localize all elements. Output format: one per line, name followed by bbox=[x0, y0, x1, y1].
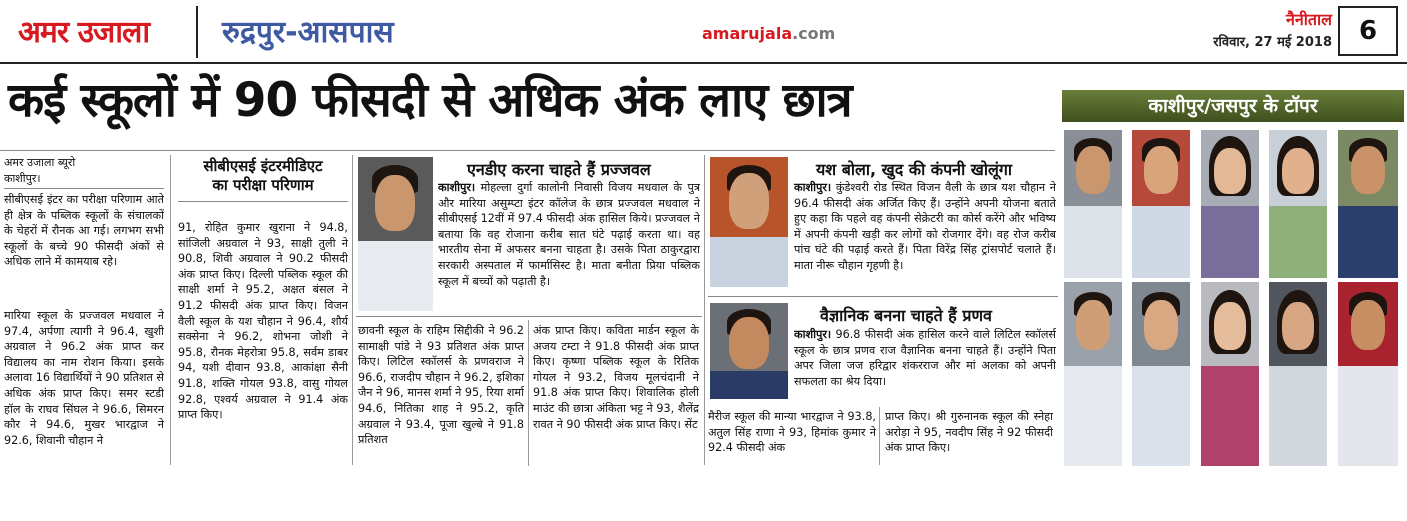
dateline: काशीपुर। bbox=[4, 172, 41, 185]
newspaper-logo: अमर उजाला bbox=[18, 15, 150, 50]
edition-date: रविवार, 27 मई 2018 bbox=[1213, 35, 1332, 50]
pranav-story-text: 96.8 फीसदी अंक हासिल करने वाले लिटिल स्कॉलर्स स्कूल के छात्र प्रणव राज वैज्ञानिक बनना चाहते हैं। उन्होंने पिता अपर जिला जज हरिद्वार शंकरराज और मां अलका को अपनी सफलता का श्रेय दिया। bbox=[794, 328, 1056, 388]
topper-photo bbox=[1201, 282, 1259, 466]
topper-photo bbox=[1132, 130, 1190, 278]
column-rule bbox=[528, 320, 529, 466]
pranav-story-title: वैज्ञानिक बनना चाहते हैं प्रणव bbox=[820, 306, 992, 325]
prajjwal-story-rule bbox=[356, 316, 702, 317]
byline: अमर उजाला ब्यूरो bbox=[4, 156, 76, 169]
yash-story-title: यश बोला, खुद की कंपनी खोलूंगा bbox=[816, 160, 1013, 179]
pranav-photo bbox=[710, 303, 788, 399]
website-name: amarujala bbox=[702, 24, 793, 43]
column-rule bbox=[352, 155, 353, 465]
toppers-title: काशीपुर/जसपुर के टॉपर bbox=[1062, 90, 1404, 122]
section-title: रुद्रपुर-आसपास bbox=[222, 15, 394, 50]
prajjwal-story-title: एनडीए करना चाहते हैं प्रज्जवल bbox=[467, 160, 651, 179]
cbse-box-title-line1: सीबीएसई इंटरमीडिएट bbox=[203, 157, 323, 175]
yash-photo bbox=[710, 157, 788, 287]
headline-rule bbox=[0, 150, 1055, 151]
yash-story-lead: काशीपुर। bbox=[794, 181, 832, 194]
cbse-box-title-line2: का परीक्षा परिणाम bbox=[212, 176, 314, 194]
topper-photo bbox=[1338, 130, 1398, 278]
website-label bbox=[702, 24, 835, 43]
main-story-intro: सीबीएसई इंटर का परीक्षा परिणाम आते ही क्षेत्र के पब्लिक स्कूलों के संचालकों के चेहरों में रौनक आ गई। लगभग सभी स्कूलों के बच्चे 90 फीसदी अंकों से अधिक लाने में कामयाब रहे। bbox=[4, 193, 164, 269]
masthead-divider bbox=[196, 6, 198, 58]
topper-photo bbox=[1338, 282, 1398, 466]
byline-rule bbox=[4, 188, 164, 189]
cbse-box-rule bbox=[178, 201, 348, 202]
masthead bbox=[0, 0, 1407, 64]
column-rule bbox=[879, 407, 880, 465]
topper-photo bbox=[1064, 282, 1122, 466]
prajjwal-story-text: मोहल्ला दुर्गा कालोनी निवासी विजय मधवाल के पुत्र और मारिया असुम्प्टा इंटर कॉलेज के छात्र प्रज्जवल मधवाल ने सीबीएसई 12वीं में 97.4 फीसदी अंक हासिल किये। प्रज्जवल ने बताया कि वह रोजाना करीब सात घंटे पढ़ाई करता था। वह भारतीय सेना में अफसर बनना चाहता है। उसके पिता ठाकुरद्वारा सरकारी अस्पताल में फार्मासिस्ट है। माता बनीता प्रिया पब्लिक स्कूल में बच्चों को पढ़ाती है। bbox=[438, 181, 700, 288]
prajjwal-story-body bbox=[438, 180, 700, 310]
website-suffix: .com bbox=[792, 24, 836, 43]
topper-photo bbox=[1269, 130, 1327, 278]
prajjwal-photo bbox=[358, 157, 433, 311]
topper-photo bbox=[1132, 282, 1190, 466]
pranav-story-body bbox=[794, 327, 1056, 397]
results-column-5: मैरीज स्कूल की मान्या भारद्वाज ने 93.8, अतुल सिंह राणा ने 93, हिमांक कुमार ने 92.4 फीसदी अंक bbox=[708, 410, 876, 455]
prajjwal-story-lead: काशीपुर। bbox=[438, 181, 476, 194]
toppers-photo-grid bbox=[1062, 128, 1404, 468]
edition-city: नैनीताल bbox=[1285, 10, 1332, 29]
page-number: 6 bbox=[1338, 6, 1398, 56]
results-column-4: अंक प्राप्त किए। कविता मार्डन स्कूल के अजय टम्टा ने 91.8 फीसदी अंक प्राप्त किए। कृष्णा पब्लिक स्कूल के रितिक गोयल ने 93.2, विजय मूलचंदानी ने 91.8 अंक प्राप्त किए। शिवालिक होली माउंट की छात्रा अंकिता भट्ट ने 93, शैलेंद्र रावत ने 90 फीसदी अंक प्राप्त किए। सेंट bbox=[533, 324, 699, 431]
topper-photo bbox=[1201, 130, 1259, 278]
topper-photo bbox=[1269, 282, 1327, 466]
main-headline: कई स्कूलों में 90 फीसदी से अधिक अंक लाए छात्र bbox=[8, 73, 852, 128]
pranav-story-lead: काशीपुर। bbox=[794, 328, 832, 341]
column-rule bbox=[170, 155, 171, 465]
column-rule bbox=[704, 155, 705, 465]
main-story-body: मारिया स्कूल के प्रज्जवल मधवाल ने 97.4, अर्पणा त्यागी ने 96.4, खुशी अग्रवाल ने 96.2 अंक प्राप्त कर विद्यालय का नाम रोशन किया। इसके अलावा 16 विद्यार्थियों ने 90 प्रतिशत से अधिक अंक प्राप्त किए। समर स्टडी हॉल के राघव सिंघल ने 96.6, सिमरन कौर ने 94.6, मुखर भारद्वाज ने 92.6, शिवानी चौहान ने bbox=[4, 309, 164, 447]
topper-photo bbox=[1064, 130, 1122, 278]
cbse-box-body: 91, रोहित कुमार खुराना ने 94.8, सांजिली अग्रवाल ने 93, साक्षी तुली ने 90.8, शिवी अग्रवाल ने 90.2 फीसदी अंक प्राप्त किए। दिल्ली पब्लिक स्कूल की साक्षी शर्मा ने 95.2, अक्षत बंसल ने 91.2 फीसदी अंक प्राप्त किए। विजन वैली स्कूल के यश चौहान ने 96.4, शौर्य सक्सेना ने 96.2, शोभना जोशी ने 95.8, रौनक मेहरोत्रा 95.8, सर्वम डाबर 94, यशी दीवान 93.8, आकांक्षा सैनी 91.8, शक्ति गोयल 93.8, वासु गोयल 92.8, एश्वर्य अग्रवाल ने 91.4 अंक प्राप्त किए। bbox=[178, 221, 348, 422]
results-column-6: प्राप्त किए। श्री गुरुनानक स्कूल की स्नेहा अरोड़ा ने 95, नवदीप सिंह ने 92 फीसदी अंक प्राप्त किए। bbox=[885, 410, 1053, 455]
yash-story-rule bbox=[708, 296, 1058, 297]
yash-story-body bbox=[794, 180, 1056, 292]
yash-story-text: कुंडेश्वरी रोड स्थित विजन वैली के छात्र यश चौहान ने 96.4 फीसदी अंक अर्जित किए हैं। उन्होंने अपनी योजना बताते हुए कहा कि पहले वह कंपनी सेक्रेटरी का कोर्स करेंगे और भविष्य में अपनी कंपनी खड़ी कर लोगों को रोजगार देंगे। वह रोज करीब पांच घंटे की पढ़ाई करते हैं। पिता विरेंद्र सिंह ट्रांसपोर्ट चलाते हैं। माता नीरू चौहान गृहणी है। bbox=[794, 181, 1056, 272]
results-column-3: छावनी स्कूल के राहिम सिद्दीकी ने 96.2 सामाक्षी पांडे ने 93 प्रतिशत अंक प्राप्त किए। लिटिल स्कॉलर्स के प्रणवराज ने 96.6, राजदीप चौहान ने 96.2, इशिका जैन ने 96, मानस शर्मा ने 95, रिया शर्मा 94.6, नितिका शाह ने 95.2, कृति अग्रवाल ने 93.4, पूजा खुल्बे ने 91.8 प्रतिशत bbox=[358, 324, 524, 447]
